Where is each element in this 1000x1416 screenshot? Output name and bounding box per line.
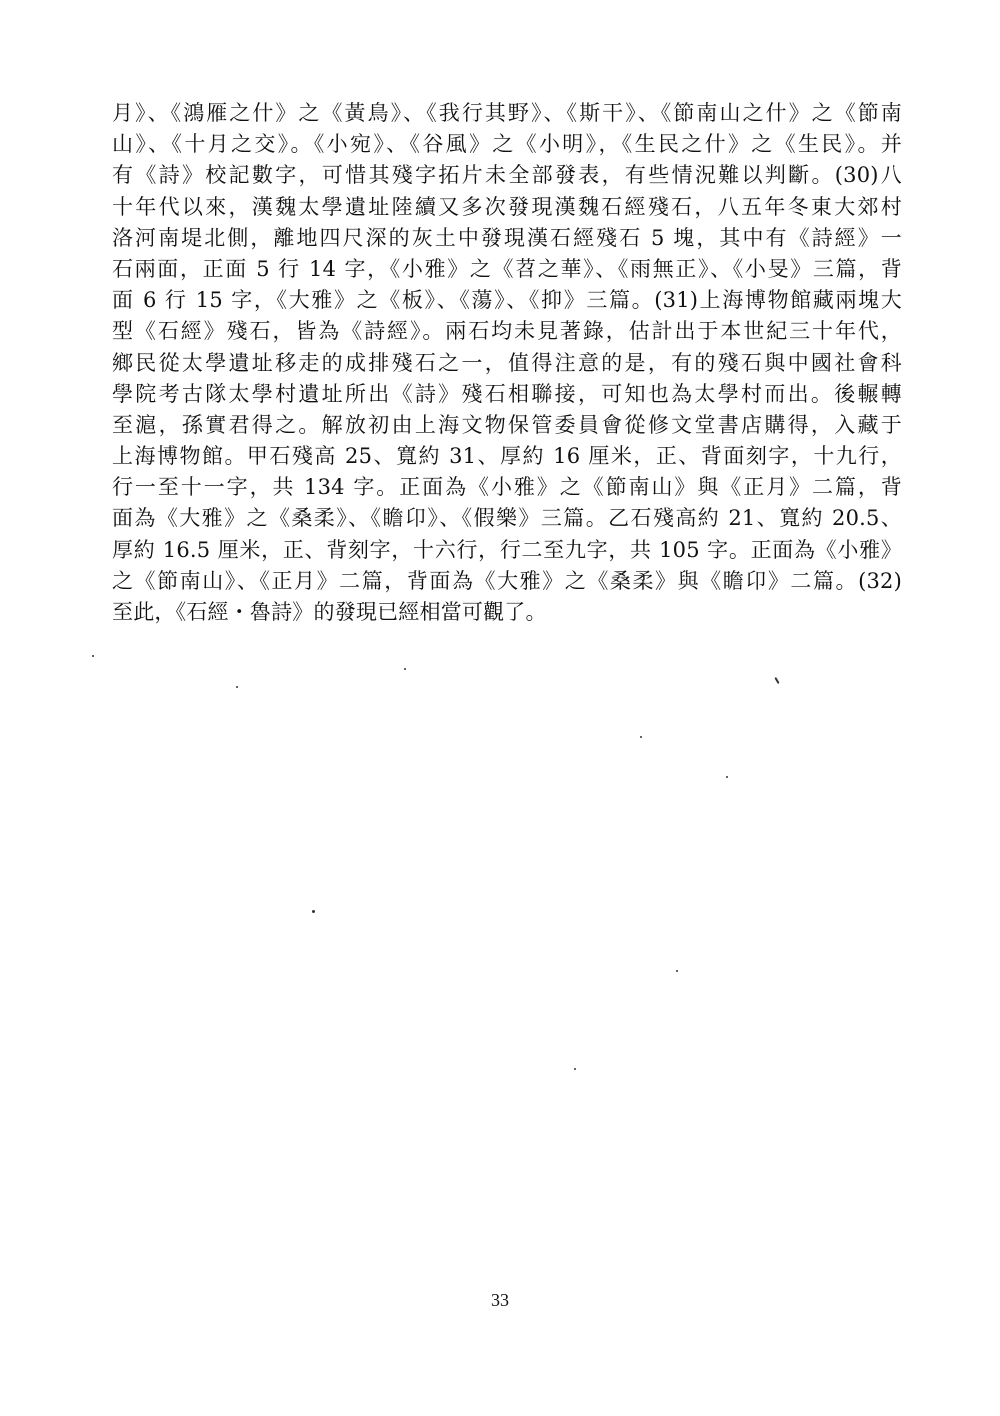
text-line: 行一至十一字，共 134 字。正面為《小雅》之《節南山》與《正月》二篇，背 bbox=[112, 475, 902, 500]
text-line: 十年代以來，漢魏太學遺址陸續又多次發現漢魏石經殘石，八五年冬東大郊村 bbox=[112, 194, 902, 219]
text-line: 至滬，孫實君得之。解放初由上海文物保管委員會從修文堂書店購得，入藏于 bbox=[112, 412, 902, 437]
text-line: 上海博物館。甲石殘高 25、寬約 31、厚約 16 厘米，正、背面刻字，十九行， bbox=[112, 444, 902, 469]
page-number: 33 bbox=[491, 1290, 509, 1310]
text-line: 面為《大雅》之《桑柔》、《瞻卬》、《假樂》三篇。乙石殘高約 21、寬約 20.5、 bbox=[112, 506, 902, 531]
text-line: 石兩面，正面 5 行 14 字，《小雅》之《苕之華》、《雨無正》、《小旻》三篇，背 bbox=[112, 256, 902, 281]
text-line: 至此，《石經・魯詩》的發現已經相當可觀了。 bbox=[112, 600, 547, 624]
text-line: 型《石經》殘石，皆為《詩經》。兩石均未見著錄，估計出于本世紀三十年代， bbox=[112, 319, 902, 344]
text-line: 之《節南山》、《正月》二篇，背面為《大雅》之《桑柔》與《瞻卬》二篇。(32) bbox=[112, 568, 902, 593]
scan-speck bbox=[404, 668, 406, 670]
text-line: 鄉民從太學遺址移走的成排殘石之一，值得注意的是，有的殘石與中國社會科 bbox=[112, 350, 902, 375]
scan-speck bbox=[236, 686, 238, 688]
text-line: 山》、《十月之交》。《小宛》、《谷風》之《小明》，《生民之什》之《生民》。并 bbox=[112, 132, 902, 157]
text-line: 學院考古隊太學村遺址所出《詩》殘石相聯接，可知也為太學村而出。後輾轉 bbox=[112, 381, 902, 406]
scan-speck bbox=[640, 736, 642, 738]
scan-speck bbox=[676, 970, 678, 972]
scan-speck bbox=[726, 776, 728, 778]
text-line: 洛河南堤北側，離地四尺深的灰土中發現漢石經殘石 5 塊，其中有《詩經》一 bbox=[112, 225, 902, 250]
scan-speck bbox=[312, 910, 315, 913]
scan-speck bbox=[92, 655, 94, 657]
text-line: 有《詩》校記數字，可惜其殘字拓片未全部發表，有些情況難以判斷。(30)八 bbox=[112, 163, 902, 188]
text-line: 月》、《鴻雁之什》之《黃鳥》、《我行其野》、《斯干》、《節南山之什》之《節南 bbox=[112, 101, 902, 125]
body-paragraph bbox=[112, 98, 902, 628]
text-line: 厚約 16.5 厘米，正、背刻字，十六行，行二至九字，共 105 字。正面為《小雅》 bbox=[112, 537, 902, 562]
scan-speck bbox=[574, 1068, 576, 1070]
scan-speck bbox=[774, 677, 779, 684]
text-line: 面 6 行 15 字，《大雅》之《板》、《蕩》、《抑》三篇。(31)上海博物館藏兩塊大 bbox=[112, 288, 902, 313]
